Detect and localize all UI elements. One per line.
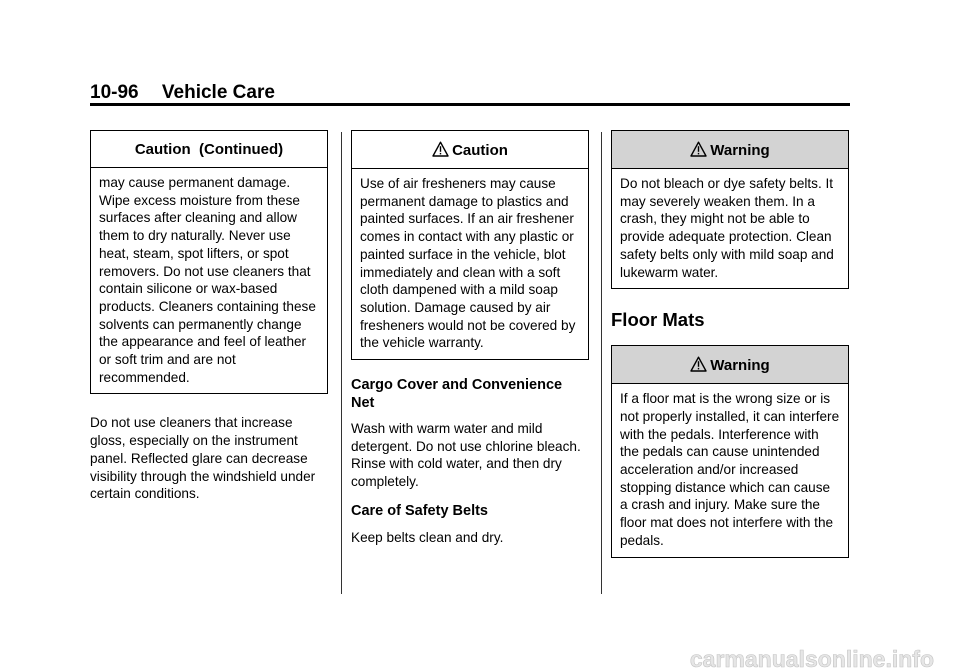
floor-mat-warning-text: If a floor mat is the wrong size or is not properly installed, it can interfere with the pedals. Interference with the pedals can cause unintended acceleration and/or increased stopping distance which can cause a crash and injury. Make sure the floor mat does not interfere with the pedals.: [620, 391, 840, 548]
caution-continued-text: may cause permanent damage. Wipe excess moisture from these surfaces after cleaning and allow them to dry naturally. Never use heat, steam, spot lifters, or spot removers. Do not use cleaners that contain silicone or wax-based products. Cleaners containing these solvents can permanently change the appearance and feel of leather or soft trim and are not recommended.: [99, 175, 316, 385]
section-title: Vehicle Care: [161, 82, 275, 103]
floor-mats-heading: Floor Mats: [611, 309, 705, 331]
safety-belts-heading: Care of Safety Belts: [351, 502, 488, 519]
warning-heading: Warning: [612, 346, 848, 384]
caution-continued-heading: Caution (Continued): [91, 131, 327, 168]
column-1: [90, 130, 328, 503]
header-rule: [90, 103, 850, 106]
warning-heading: Warning: [612, 131, 848, 169]
column-2: [351, 130, 589, 547]
watermark-logo: [596, 646, 936, 672]
column-divider: [341, 132, 342, 594]
floor-mat-warning-box: [611, 345, 849, 557]
warning-triangle-icon: [432, 141, 449, 157]
safety-belts-text: Keep belts clean and dry.: [351, 529, 504, 545]
page-number: 10-96: [90, 82, 139, 103]
air-freshener-caution-text: Use of air fresheners may cause permanent damage to plastics and painted surfaces. If an air freshener comes in contact with any plastic or painted surface in the vehicle, blot immediately and clean with a soft cloth dampened with a mild soap solution. Damage caused by air fresheners would not be covered by the vehicle warranty.: [360, 176, 576, 351]
cargo-cover-heading: Cargo Cover and Convenience Net: [351, 377, 563, 412]
svg-text:carmanualsonline.info: carmanualsonline.info: [689, 646, 934, 672]
air-freshener-caution-box: [351, 130, 589, 360]
cargo-cover-text: Wash with warm water and mild detergent. Do not use chlorine bleach. Rinse with cold water, and then dry completely.: [351, 421, 581, 490]
warning-triangle-icon: [690, 141, 707, 157]
caution-heading: Caution: [352, 131, 588, 169]
column-3: [611, 130, 849, 558]
page-header: [90, 82, 275, 104]
safety-belt-warning-text: Do not bleach or dye safety belts. It may severely weaken them. In a crash, they might not be able to provide adequate protection. Clean safety belts only with mild soap and lukewarm water.: [620, 176, 834, 280]
warning-triangle-icon: [690, 356, 707, 372]
gloss-cleaner-paragraph: Do not use cleaners that increase gloss, especially on the instrument panel. Reflected glare can decrease visibility through the windshield under certain conditions.: [90, 415, 316, 502]
caution-continued-box: [90, 130, 328, 394]
safety-belt-warning-box: [611, 130, 849, 289]
column-divider: [601, 132, 602, 594]
